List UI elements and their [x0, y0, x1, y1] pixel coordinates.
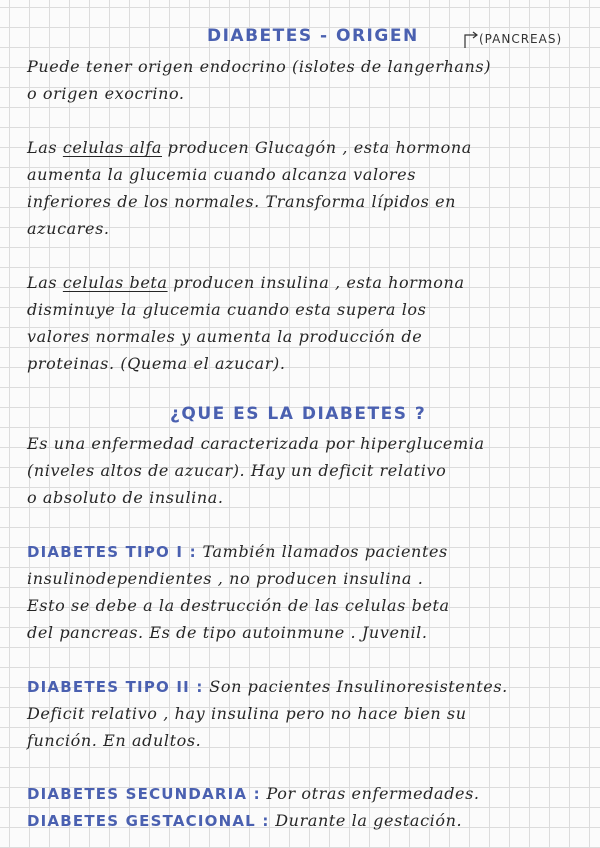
beta-line-3: valores normales y aumenta la producción de [27, 327, 423, 346]
page-title: DIABETES - ORIGEN [207, 26, 419, 46]
beta-pre: Las [27, 273, 63, 292]
tipo1-line-4: del pancreas. Es de tipo autoinmune . Juvenil. [27, 623, 428, 642]
definition-line-2: (niveles altos de azucar). Hay un deficit relativo [27, 461, 447, 480]
tipo1-text: También llamados pacientes [196, 542, 448, 561]
alfa-term: celulas alfa [62, 138, 162, 157]
beta-line-4: proteinas. (Quema el azucar). [27, 354, 286, 373]
tipo1-label: DIABETES TIPO I : [27, 543, 197, 561]
tipo2-line-1 [27, 677, 508, 697]
alfa-line-3: inferiores de los normales. Transforma lípidos en [27, 192, 457, 211]
alfa-line-2: aumenta la glucemia cuando alcanza valores [27, 165, 417, 184]
secundaria-text: Por otras enfermedades. [260, 784, 480, 803]
tipo2-label: DIABETES TIPO II : [27, 678, 204, 696]
tipo2-line-3: función. En adultos. [27, 731, 202, 750]
gestacional-text: Durante la gestación. [269, 811, 463, 830]
pancreas-note: (PANCREAS) [479, 32, 563, 46]
tipo2-line-2: Deficit relativo , hay insulina pero no hace bien su [27, 704, 467, 723]
beta-post: producen insulina , esta hormona [167, 273, 465, 292]
definition-line-1: Es una enfermedad caracterizada por hiperglucemia [27, 434, 485, 453]
secundaria-label: DIABETES SECUNDARIA : [27, 785, 261, 803]
gestacional-label: DIABETES GESTACIONAL : [27, 812, 270, 830]
gestacional-line [27, 811, 462, 831]
definition-line-3: o absoluto de insulina. [27, 488, 224, 507]
tipo2-text: Son pacientes Insulinoresistentes. [203, 677, 508, 696]
secundaria-line [27, 784, 480, 804]
alfa-post: producen Glucagón , esta hormona [162, 138, 472, 157]
tipo1-line-1 [27, 542, 448, 562]
beta-line-2: disminuye la glucemia cuando esta supera los [27, 300, 427, 319]
alfa-pre: Las [27, 138, 63, 157]
tipo1-line-3: Esto se debe a la destrucción de las celulas beta [27, 596, 450, 615]
origin-line-2: o origen exocrino. [27, 84, 185, 103]
beta-line-1 [27, 273, 465, 293]
beta-term: celulas beta [62, 273, 168, 292]
origin-line-1: Puede tener origen endocrino (islotes de langerhans) [27, 57, 492, 76]
tipo1-line-2: insulinodependientes , no producen insulina . [27, 569, 424, 588]
question-heading: ¿QUE ES LA DIABETES ? [170, 404, 427, 424]
alfa-line-4: azucares. [27, 219, 110, 238]
alfa-line-1 [27, 138, 472, 158]
